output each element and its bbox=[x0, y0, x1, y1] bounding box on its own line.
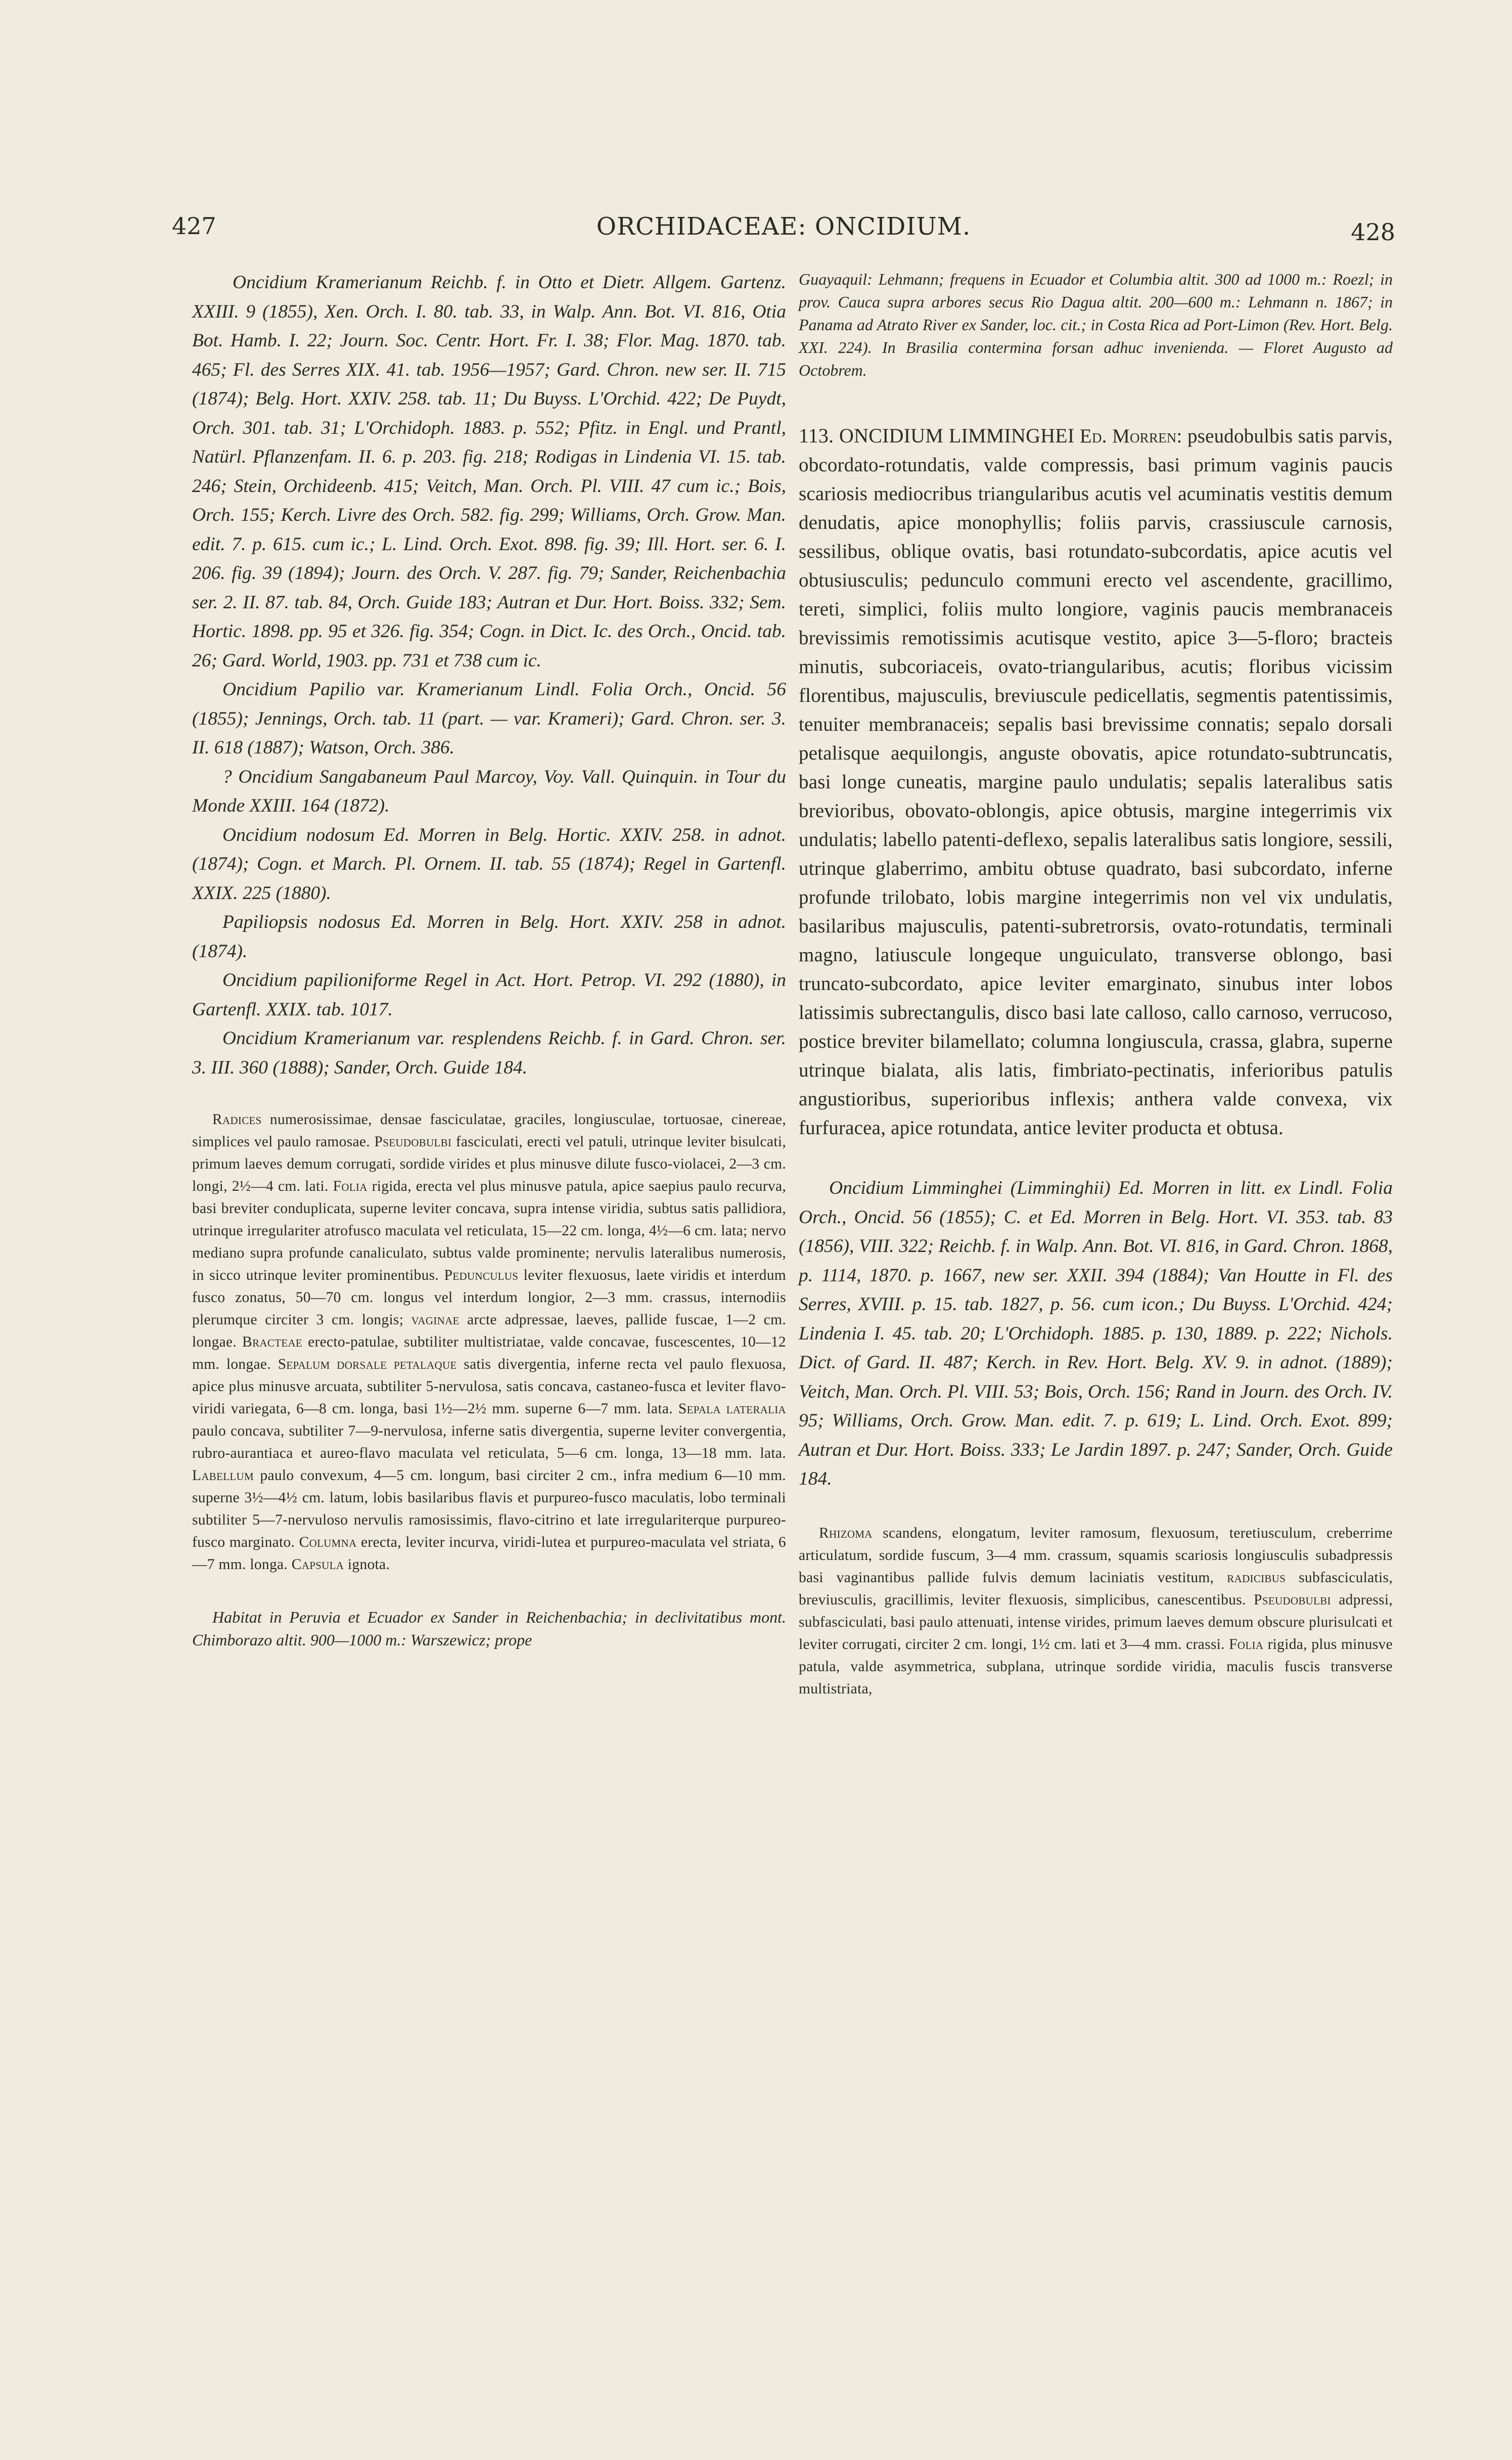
habitat-text: Habitat in Peruvia et Ecuador ex Sander in Reichenbachia; in declivitatibus mont. Chimborazo altit. 900—1000 m.: Warszewicz; prope bbox=[192, 1608, 786, 1649]
species-author: Ed. Morren bbox=[1079, 425, 1177, 447]
synonymy-entry: Oncidium Papilio var. Kramerianum Lindl. Folia Orch., Oncid. 56 (1855); Jennings, Orch. tab. 11 (part. — var. Krameri); Gard. Chron. ser. 3. II. 618 (1887); Watson, Orch. 386. bbox=[192, 679, 786, 758]
synonymy-entry: Oncidium nodosum Ed. Morren in Belg. Hortic. XXIV. 258. in adnot. (1874); Cogn. et March. Pl. Ornem. II. tab. 55 (1874); Regel in Gartenfl. XXIX. 225 (1880). bbox=[192, 824, 786, 904]
synonymy-entry: ? Oncidium Sangabaneum Paul Marcoy, Voy. Vall. Quinquin. in Tour du Monde XXIII. 164 (1872). bbox=[192, 766, 786, 816]
species-description: Rhizoma scandens, elongatum, leviter ramosum, flexuosum, teretiusculum, creberrime articulatum, sordide fuscum, 3—4 mm. crassum, squamis scariosis longiusculis subadpressis basi vaginantibus pallide fulvis demum laciniatis vestitum, radicibus subfasciculatis, breviusculis, gracillimis, leviter flexuosis, simplicibus, canescentibus. Pseudobulbi adpressi, subfasciculati, basi paulo attenuati, intense virides, primum laeves demum obscure plurisulcati et leviter corrugati, circiter 2 cm. longi, 1½ cm. lati et 3—4 mm. crassi. Folia rigida, plus minusve patula, valde asymmetrica, subplana, utrinque sordide viridia, maculis fuscis transverse multistriata, bbox=[799, 1525, 1393, 1697]
right-column bbox=[799, 268, 1393, 1700]
synonymy-entry: Oncidium Kramerianum Reichb. f. in Otto et Dietr. Allgem. Gartenz. XXIII. 9 (1855), Xen. Orch. I. 80. tab. 33, in Walp. Ann. Bot. VI. 816, Otia Bot. Hamb. I. 22; Journ. Soc. Centr. Hort. Fr. I. 38; Flor. Mag. 1870. tab. 465; Fl. des Serres XIX. 41. tab. 1956—1957; Gard. Chron. new ser. II. 715 (1874); Belg. Hort. XXIV. 258. tab. 11; Du Buyss. L'Orchid. 422; De Puydt, Orch. 301. tab. 31; L'Orchidoph. 1883. p. 552; Pfitz. in Engl. und Prantl, Natürl. Pflanzenfam. II. 6. p. 203. fig. 218; Rodigas in Lindenia VI. 15. tab. 246; Stein, Orchideenb. 415; Veitch, Man. Orch. Pl. VIII. 47 cum ic.; Bois, Orch. 155; Kerch. Livre des Orch. 582. fig. 299; Williams, Orch. Grow. Man. edit. 7. p. 615. cum ic.; L. Lind. Orch. Exot. 898. fig. 39; Ill. Hort. ser. 6. I. 206. fig. 39 (1894); Journ. des Orch. V. 287. fig. 79; Sander, Reichenbachia ser. 2. II. 87. tab. 84, Orch. Guide 183; Autran et Dur. Hort. Boiss. 332; Sem. Hortic. 1898. pp. 95 et 326. fig. 354; Cogn. in Dict. Ic. des Orch., Oncid. tab. 26; Gard. World, 1903. pp. 731 et 738 cum ic. bbox=[192, 272, 786, 671]
synonymy-entry: Oncidium Kramerianum var. resplendens Reichb. f. in Gard. Chron. ser. 3. III. 360 (1888); Sander, Orch. Guide 184. bbox=[192, 1028, 786, 1078]
page-number-right: 428 bbox=[1351, 218, 1395, 246]
habitat-continued: Guayaquil: Lehmann; frequens in Ecuador et Columbia altit. 300 ad 1000 m.: Roezl; in prov. Cauca supra arbores secus Rio Dagua altit. 200—600 m.: Lehmann n. 1867; in Panama ad Atrato River ex Sander, loc. cit.; in Costa Rica ad Port-Limon (Rev. Hort. Belg. XXI. 224). In Brasilia contermina forsan adhuc invenienda. — Floret Augusto ad Octobrem. bbox=[799, 270, 1393, 379]
species-heading: 113. ONCIDIUM LIMMINGHEI bbox=[799, 424, 1075, 447]
page-number-left: 427 bbox=[172, 212, 216, 240]
species-diagnosis: : pseudobulbis satis parvis, obcordato-rotundatis, valde compressis, basi primum vaginis paucis scariosis mediocribus triangularibus acutis vel acuminatis vestitis demum denudatis, apice monophyllis; foliis parvis, crassiuscule carnosis, sessilibus, oblique ovatis, basi rotundato-subcordatis, apice acutis vel obtusiusculis; pedunculo communi erecto vel ascendente, gracillimo, tereti, simplici, foliis multo longiore, vaginis paucis membranaceis brevissimis remotissimis acutisque vestito, apice 3—5-floro; bracteis minutis, subcoriaceis, ovato-triangularibus, acutis; floribus vicissim florentibus, majusculis, breviuscule pedicellatis, segmentis patentissimis, tenuiter membranaceis; sepalis basi brevissime connatis; sepalo dorsali petalisque aequilongis, anguste obovatis, apice rotundato-subtruncatis, basi longe cuneatis, margine paulo undulatis; sepalis lateralibus satis brevioribus, obovato-oblongis, apice obtusis, margine integerrimis vix undulatis; labello patenti-deflexo, sepalis lateralibus satis longiore, sessili, utrinque glaberrimo, ambitu obtuse quadrato, basi subcordato, inferne profunde trilobato, lobis margine integerrimis non vel vix undulatis, basilaribus majusculis, patenti-subretrorsis, ovato-rotundatis, terminali magno, latiuscule longeque unguiculato, transverse oblongo, basi truncato-subcordato, apice leviter emarginato, sinubus inter lobos latissimis subrectangulis, disco basi late calloso, callo carnoso, verrucoso, postice breviter bilamellato; columna longiuscula, crassa, glabra, superne utrinque bialata, alis latis, fimbriato-pectinatis, inferioribus patulis angustioribus, superioribus inflexis; anthera valde convexa, vix furfuracea, apice rotundata, antice leviter producta et obtusa. bbox=[799, 425, 1393, 1139]
species-description: Radices numerosissimae, densae fasciculatae, graciles, longiusculae, tortuosae, cinereae, simplices vel paulo ramosae. Pseudobulbi fasciculati, erecti vel patuli, utrinque leviter bisulcati, primum laeves demum corrugati, sordide virides et plus minusve dilute fusco-violacei, 2—3 cm. longi, 2½—4 cm. lati. Folia rigida, erecta vel plus minusve patula, apice saepius paulo recurva, basi breviter conduplicata, superne leviter concava, supra intense viridia, subtus satis pallidiora, utrinque irregulariter atrofusco maculata vel reticulata, 15—22 cm. longa, 4½—6 cm. lata; nervo mediano supra profunde canaliculato, subtus valde prominente; nervulis lateralibus numerosis, in sicco utrinque leviter prominentibus. Pedunculus leviter flexuosus, laete viridis et interdum fusco zonatus, 50—70 cm. longus vel interdum longior, 2—3 mm. crassus, internodiis plerumque circiter 3 cm. longis; vaginae arcte adpressae, laeves, pallide fuscae, 1—2 cm. longae. Bracteae erecto-patulae, subtiliter multistriatae, valde concavae, fuscescentes, 10—12 mm. longae. Sepalum dorsale petalaque satis divergentia, inferne recta vel paulo flexuosa, apice plus minusve arcuata, subtiliter 5-nervulosa, satis concava, castaneo-fusca et leviter flavo-viridi variegata, 6—8 cm. longa, basi 1½—2½ mm. superne 6—7 mm. lata. Sepala lateralia paulo concava, subtiliter 7—9-nervulosa, inferne satis divergentia, superne leviter convergentia, rubro-aurantiaca et aureo-flavo maculata vel reticulata, 5—6 cm. longa, 13—18 mm. lata. Labellum paulo convexum, 4—5 cm. longum, basi circiter 2 cm., infra medium 6—10 mm. superne 3½—4½ cm. latum, lobis basilaribus flavis et purpureo-fusco maculatis, lobo terminali subtiliter 5—7-nervuloso nervulis ramosissimis, flavo-citrino et late irregulariterque purpureo-fusco marginato. Columna erecta, leviter incurva, viridi-lutea et purpureo-maculata vel striata, 6—7 mm. longa. Capsula ignota. bbox=[192, 1111, 787, 1573]
synonymy-entry: Oncidium Limminghei (Limminghii) Ed. Morren in litt. ex Lindl. Folia Orch., Oncid. 56 (1855); C. et Ed. Morren in Belg. Hort. VI. 353. tab. 83 (1856), VIII. 322; Reichb. f. in Walp. Ann. Bot. VI. 816, in Gard. Chron. 1868, p. 1114, 1870. p. 1667, new ser. XXII. 394 (1884); Van Houtte in Fl. des Serres, XVIII. p. 15. tab. 1827, p. 56. cum icon.; Du Buyss. L'Orchid. 424; Lindenia I. 45. tab. 20; L'Orchidoph. 1885. p. 130, 1889. p. 222; Nichols. Dict. of Gard. II. 487; Kerch. in Rev. Hort. Belg. XV. 9. in adnot. (1889); Veitch, Man. Orch. Pl. VIII. 53; Bois, Orch. 156; Rand in Journ. des Orch. IV. 95; Williams, Orch. Grow. Man. edit. 7. p. 619; L. Lind. Orch. Exot. 899; Autran et Dur. Hort. Boiss. 333; Le Jardin 1897. p. 247; Sander, Orch. Guide 184. bbox=[799, 1178, 1393, 1489]
page-header bbox=[172, 212, 1395, 253]
species-entry bbox=[799, 421, 1393, 1142]
left-column bbox=[192, 268, 786, 1651]
running-title: ORCHIDACEAE: ONCIDIUM. bbox=[596, 212, 971, 241]
synonymy-block bbox=[192, 268, 786, 1082]
synonymy-entry: Papiliopsis nodosus Ed. Morren in Belg. Hort. XXIV. 258 in adnot. (1874). bbox=[192, 912, 786, 962]
synonymy-entry: Oncidium papilioniforme Regel in Act. Hort. Petrop. VI. 292 (1880), in Gartenfl. XXIX. tab. 1017. bbox=[192, 970, 786, 1020]
